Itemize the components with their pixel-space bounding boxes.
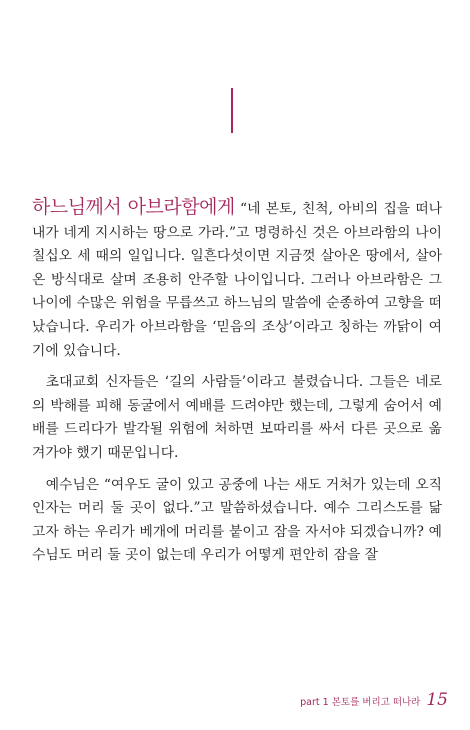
body-text — [32, 196, 442, 576]
decorative-vertical-rule — [231, 88, 233, 133]
page-footer — [300, 690, 448, 710]
running-head: part 1 본토를 버리고 떠나라 — [300, 697, 421, 708]
paragraph-2: 초대교회 신자들은 ‘길의 사람들’이라고 불렸습니다. 그들은 네로의 박해를 피해 동굴에서 예배를 드려야만 했는데, 그렇게 숨어서 예배를 드리다가 발각될 위험에 처하면 보따리를 싸서 다른 곳으로 옮겨가야 했기 때문입니다. — [32, 374, 442, 461]
lead-phrase: 하느님께서 아브라함에게 — [32, 196, 235, 218]
paragraph-3: 예수님은 “여우도 굴이 있고 공중에 나는 새도 거처가 있는데 오직 인자는 머리 둘 곳이 없다.”고 말씀하셨습니다. 예수 그리스도를 닮고자 하는 우리가 베개에 머리를 붙이고 잠을 자서야 되겠습니까? 예수님도 머리 둘 곳이 없는데 우리가 어떻게 편안히 잠을 잘 — [32, 476, 442, 564]
paragraph-1 — [32, 196, 442, 363]
paragraph-1-text: “네 본토, 친척, 아비의 집을 떠나 내가 네게 지시하는 땅으로 가라.”고 명령하신 것은 아브라함의 나이 칠십오 세 때의 일입니다. 일흔다섯이면 지금껏 살아온 땅에서, 살아온 방식대로 살며 조용히 안주할 나이입니다. 그러나 아브라함은 그 나이에 수많은 위험을 무릅쓰고 하느님의 말씀에 순종하여 고향을 떠났습니다. 우리가 아브라함을 ‘믿음의 조상’이라고 칭하는 까닭이 여기에 있습니다. — [32, 201, 442, 359]
page-number: 15 — [426, 690, 448, 710]
